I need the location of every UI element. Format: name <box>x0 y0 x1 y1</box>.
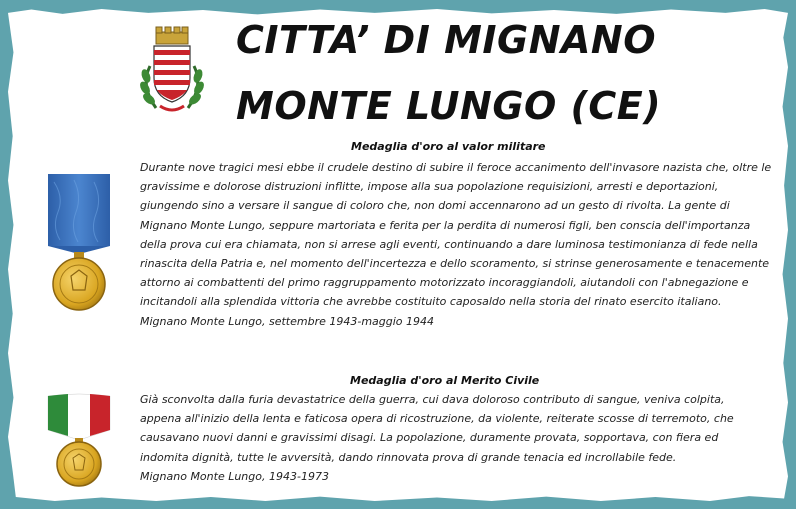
text-line: attorno ai combattenti del primo raggruppamento motorizzato incoraggiandoli, aiutandoli con l'abnegazione e <box>140 276 749 290</box>
gold-medal-blue-ribbon-icon <box>44 172 114 318</box>
text-line: causavano nuovi danni e gravissimi disagi. La popolazione, duramente provata, sopportava, con fiera ed <box>140 431 719 445</box>
gold-medal-tricolor-ribbon-icon <box>44 392 114 492</box>
text-line: giungendo sino a versare il sangue di coloro che, non domi accennarono ad un gesto di rivolta. La gente di <box>140 199 730 213</box>
text-line-date: Mignano Monte Lungo, settembre 1943-maggio 1944 <box>140 314 435 328</box>
text-line: gravissime e dolorose distruzioni inflitte, impose alla sua popolazione requisizioni, arresti e deportazioni, <box>140 180 719 194</box>
title-line-1: CITTA’ DI MIGNANO <box>236 18 657 62</box>
text-line: appena all'inizio della lenta e faticosa opera di ricostruzione, da violente, reiterate scosse di terremoto, che <box>140 412 734 426</box>
municipal-crest-icon <box>138 26 206 116</box>
section-body-valor-militare <box>140 158 771 331</box>
text-line: incitandoli alla splendida vittoria che avrebbe costituito caposaldo nella storia del rinato esercito italiano. <box>140 295 722 309</box>
title-line-2: MONTE LUNGO (CE) <box>236 84 662 128</box>
section-heading-valor-militare: Medaglia d'oro al valor militare <box>351 140 546 153</box>
text-line: Mignano Monte Lungo, seppure martoriata e ferita per la perdita di numerosi figli, ben conscia dell'importanza <box>140 218 751 232</box>
text-line: rinascita della Patria e, nel momento dell'incertezza e dello scoramento, si strinse generosamente e tenacemente <box>140 257 770 271</box>
text-line: della prova cui era chiamata, non si arrese agli eventi, continuando a dare luminosa testimonianza di fede nella <box>140 237 758 251</box>
text-line: Già sconvolta dalla furia devastatrice della guerra, cui dava doloroso contributo di sangue, veniva colpita, <box>140 393 725 406</box>
text-line: indomita dignità, tutte le avversità, dando rinnovata prova di grande tenacia ed incrollabile fede. <box>140 450 677 464</box>
section-body-merito-civile <box>140 390 734 486</box>
text-line: Durante nove tragici mesi ebbe il crudele destino di subire il feroce accanimento dell'invasore nazista che, oltre le <box>140 161 772 174</box>
section-heading-merito-civile: Medaglia d'oro al Merito Civile <box>350 374 540 387</box>
text-line-date: Mignano Monte Lungo, 1943-1973 <box>140 469 329 483</box>
